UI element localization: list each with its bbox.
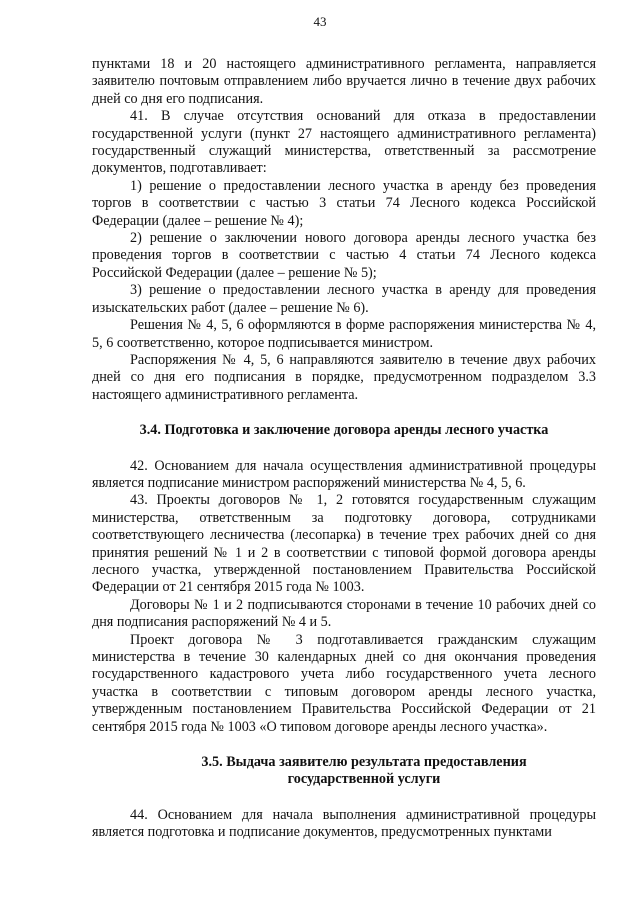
paragraph-decisions: Решения № 4, 5, 6 оформляются в форме распоряжения министерства № 4, 5, 6 соответственно, которое подписывается министром. [92, 317, 596, 351]
section-heading-3-5 [92, 754, 596, 789]
paragraph-contract-3: Проект договора № 3 подготавливается гражданским служащим министерства в течение 30 календарных дней со дня окончания проведения государственного кадастрового учета либо государственного учета лесного участка в соответствии с типовым договором аренды лесного участка, утвержденным постановлением Правительства Российской Федерации от 21 сентября 2015 года № 1003 «О типовом договоре аренды лесного участка». [92, 631, 596, 735]
paragraph-42: 42. Основанием для начала осуществления административной процедуры является подписание министром распоряжений министерства № 4, 5, 6. [92, 457, 596, 491]
list-item-3: 3) решение о предоставлении лесного участка в аренду для проведения изыскательских работ (далее – решение № 6). [92, 282, 596, 316]
paragraph-41: 41. В случае отсутствия оснований для отказа в предоставлении государственной услуги (пункт 27 настоящего административного регламента) государственный служащий министерства, ответственный за рассмотрение документов, подготавливает: [92, 108, 596, 177]
paragraph-continuation: пунктами 18 и 20 настоящего административного регламента, направляется заявителю почтовым отправлением либо вручается лично в течение двух рабочих дней со дня его подписания. [92, 56, 596, 107]
paragraph-contracts-signing: Договоры № 1 и 2 подписываются сторонами в течение 10 рабочих дней со дня подписания распоряжений № 4 и 5. [92, 596, 596, 631]
paragraph-43: 43. Проекты договоров № 1, 2 готовятся государственным служащим министерства, ответственным за подготовку договора, сотрудниками соответствующего лесничества (лесопарка) в течение трех рабочих дней со дня принятия решений № 1 и 2 в соответствии с типовой формой договора аренды лесного участка, утвержденной постановлением Правительства Российской Федерации от 21 сентября 2015 года № 1003. [92, 492, 596, 596]
section-heading-3-4: 3.4. Подготовка и заключение договора аренды лесного участка [139, 422, 549, 439]
section-heading-3-5-line2: государственной услуги [287, 771, 441, 788]
list-item-1: 1) решение о предоставлении лесного участка в аренду без проведения торгов в соответствии с частью 3 статьи 74 Лесного кодекса Российской Федерации (далее – решение № 4); [92, 177, 596, 229]
page-number: 43 [313, 14, 327, 29]
paragraph-44: 44. Основанием для начала выполнения административной процедуры является подготовка и подписание документов, предусмотренных пунктами [92, 806, 596, 841]
paragraph-orders: Распоряжения № 4, 5, 6 направляются заявителю в течение двух рабочих дней со дня его подписания в порядке, предусмотренном подразделом 3.3 настоящего административного регламента. [92, 351, 596, 403]
list-item-2: 2) решение о заключении нового договора аренды лесного участка без проведения торгов в соответствии с частью 4 статьи 74 Лесного кодекса Российской Федерации (далее – решение № 5); [92, 230, 596, 281]
section-heading-3-5-line1: 3.5. Выдача заявителю результата предоставления [201, 754, 527, 771]
document-body [92, 56, 596, 842]
